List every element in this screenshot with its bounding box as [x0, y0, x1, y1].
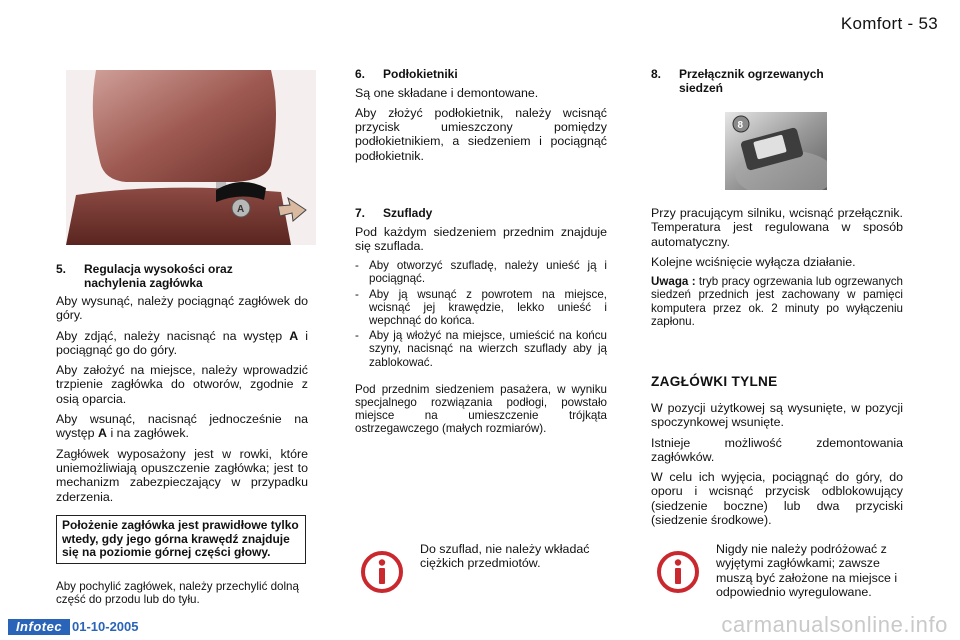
drawer-list — [355, 259, 607, 369]
paragraph: Aby złożyć podłokietnik, należy wcisnąć przycisk umieszczony pomiędzy podłokietnikiem, a siedzeniem i pociągnąć podłokietnik. — [355, 105, 607, 163]
text-run: i na zagłówek. — [110, 426, 189, 441]
photo-callout-a: A — [237, 204, 245, 215]
headrest-photo — [66, 70, 316, 245]
photo-callout-8: 8 — [737, 120, 744, 131]
list-item: - Aby otworzyć szufladę, należy unieść ją i pociągnąć. — [355, 259, 607, 285]
text-run: Aby wsunąć, nacisnąć jednocześnie na występ — [56, 412, 308, 441]
column-3-rear — [651, 401, 903, 533]
heading-7-label: Szuflady — [383, 206, 433, 220]
footer-date: 01-10-2005 — [72, 619, 139, 634]
callout-ref: A — [98, 426, 107, 441]
paragraph: Zagłówek wyposażony jest w rowki, które uniemożliwiają opuszczenie zagłówka; jest to mechanizm zabezpieczający w przypadku zderzenia. — [56, 446, 308, 504]
list-item: - Aby ją włożyć na miejsce, umieścić na końcu szyny, nacisnąć na wierzch szuflady aby ją zablokować. — [355, 329, 607, 369]
heading-5 — [56, 263, 308, 290]
seat-heater-switch-photo — [725, 112, 827, 190]
heading-6-label: Podłokietniki — [383, 67, 458, 81]
paragraph: Są one składane i demontowane. — [355, 85, 539, 100]
heading-5-line1: Regulacja wysokości oraz — [84, 262, 233, 276]
section-title: ZAGŁÓWKI TYLNE — [651, 374, 778, 389]
infotec-logo: Infotec — [8, 619, 70, 635]
text-run: tryb pracy ogrzewania lub ogrzewanych siedzeń przednich jest zachowany w pamięci komputera przez ok. 2 minuty po wyłączeniu zapłonu. — [651, 275, 903, 328]
heading-6 — [355, 68, 607, 82]
heading-5-line2: nachylenia zagłówka — [84, 275, 203, 290]
heading-7 — [355, 207, 607, 221]
heading-8-line1: Przełącznik ogrzewanych — [679, 67, 824, 81]
paragraph: Istnieje możliwość zdemontowania zagłówków. — [651, 435, 903, 464]
list-item: - Aby ją wsunąć z powrotem na miejsce, wcisnąć jej krawędzie, lekko unieść i wepchnąć do końca. — [355, 288, 607, 328]
info-note: Do szuflad, nie należy wkładać ciężkich przedmiotów. — [420, 542, 590, 571]
note-label: Uwaga : — [651, 275, 696, 289]
warning-box: Położenie zagłówka jest prawidłowe tylko wtedy, gdy jego górna krawędź znajduje się na poziomie górnej części głowy. — [56, 515, 306, 564]
column-3 — [651, 68, 903, 99]
paragraph — [56, 412, 308, 441]
info-icon — [656, 550, 700, 594]
watermark: carmanualsonline.info — [721, 612, 948, 637]
heading-8-number: 8. — [651, 67, 662, 81]
info-note: Nigdy nie należy podróżować z wyjętymi zagłówkami; zawsze muszą być założone na miejsce i odpowiednio wyregulowane. — [716, 542, 898, 599]
paragraph: Aby wysunąć, należy pociągnąć zagłówek do góry. — [56, 294, 308, 323]
paragraph: W celu ich wyjęcia, pociągnąć do góry, do oporu i wcisnąć przycisk odblokowujący (siedzenie boczne) lub dwa przyciski (siedzenie środkowe). — [651, 470, 903, 528]
paragraph: Przy pracującym silniku, wcisnąć przełącznik. Temperatura jest regulowana w sposób automatyczny. — [651, 206, 903, 249]
paragraph: Kolejne wciśnięcie wyłącza działanie. — [651, 254, 856, 269]
column-3-body — [651, 206, 903, 334]
headrest-illustration — [66, 70, 316, 245]
column-2 — [355, 68, 607, 169]
paragraph: Pod przednim siedzeniem pasażera, w wyniku specjalnego rozwiązania podłogi, powstało miejsce na umieszczenie trójkąta ostrzegawczego (małych rozmiarów). — [355, 382, 607, 436]
info-icon — [360, 550, 404, 594]
column-2-lower — [355, 207, 607, 442]
column-1 — [56, 263, 308, 510]
paragraph — [56, 329, 308, 358]
heading-7-number: 7. — [355, 206, 366, 220]
heading-8 — [651, 68, 903, 95]
page-header-title: Komfort - 53 — [840, 14, 938, 33]
paragraph — [651, 275, 903, 328]
paragraph: Aby założyć na miejsce, należy wprowadzić trzpienie zagłówka do otworów, zgodnie z osią oparcia. — [56, 363, 308, 406]
callout-ref: A — [289, 328, 299, 343]
heading-8-line2: siedzeń — [679, 80, 724, 95]
paragraph: Pod każdym siedzeniem przednim znajduje się szuflada. — [355, 224, 607, 253]
text-run: Aby zdjąć, należy nacisnąć na występ — [56, 328, 283, 343]
note: Aby pochylić zagłówek, należy przechylić dolną część do przodu lub do tyłu. — [56, 580, 299, 607]
heading-6-number: 6. — [355, 67, 366, 81]
paragraph: W pozycji użytkowej są wysunięte, w pozycji spoczynkowej wsunięte. — [651, 401, 903, 430]
heading-5-number: 5. — [56, 262, 67, 276]
text-run: i pociągnąć go do góry. — [56, 328, 308, 357]
